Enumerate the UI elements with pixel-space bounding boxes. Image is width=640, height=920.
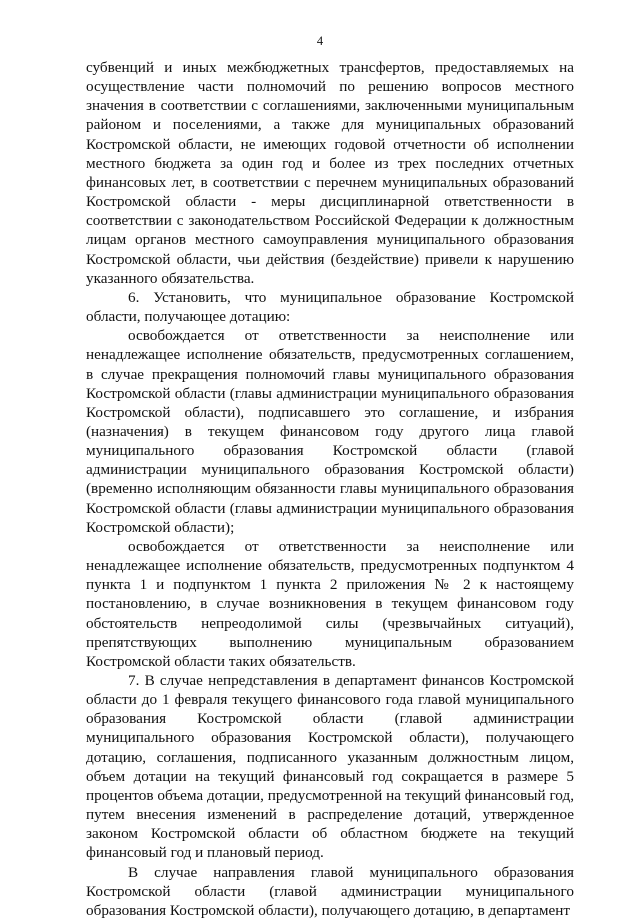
document-body bbox=[86, 58, 574, 920]
page-number: 4 bbox=[316, 34, 324, 48]
paragraph-exemption-2: освобождается от ответственности за неисполнение или ненадлежащее исполнение обязательств, предусмотренных подпунктом 4 пункта 1 и подпунктом 1 пункта 2 приложения № 2 к настоящему постановлению, в случае возникновения в текущем финансовом году обстоятельств непреодолимой силы (чрезвычайных ситуаций), препятствующих выполнению муниципальным образованием Костромской области таких обязательств. bbox=[86, 537, 574, 670]
paragraph-exemption-1: освобождается от ответственности за неисполнение или ненадлежащее исполнение обязательств, предусмотренных соглашением, в случае прекращения полномочий главы муниципального образования Костромской области (главы администрации муниципального образования Костромской области), подписавшего это соглашение, и избрания (назначения) в текущем финансовом году другого лица главой муниципального образования Костромской области (главой администрации муниципального образования Костромской области) (временно исполняющим обязанности главы муниципального образования Костромской области (главы администрации муниципального образования Костромской области); bbox=[86, 327, 574, 536]
paragraph-item-6: 6. Установить, что муниципальное образование Костромской области, получающее дотацию: bbox=[86, 288, 574, 326]
paragraph-continuation: субвенций и иных межбюджетных трансфертов, предоставляемых на осуществление части полномочий по решению вопросов местного значения в соответствии с соглашениями, заключенными муниципальным районом и поселениями, а также для муниципальных образований Костромской области, не имеющих годовой отчетности об исполнении местного бюджета за один год и более из трех последних отчетных финансовых лет, в соответствии с перечнем муниципальных образований Костромской области - меры дисциплинарной ответственности в соответствии с законодательством Российской Федерации к должностным лицам органов местного самоуправления муниципального образования Костромской области, чьи действия (бездействие) привели к нарушению указанного обязательства. bbox=[86, 59, 574, 287]
paragraph-item-7: 7. В случае непредставления в департамент финансов Костромской области до 1 февраля текущего финансового года главой муниципального образования Костромской области (главой администрации муниципального образования Костромской области), получающего дотацию, соглашения, подписанного указанным должностным лицом, объем дотации на текущий финансовый год сокращается в размере 5 процентов объема дотации, предусмотренной на текущий финансовый год, путем внесения изменений в распределение дотаций, утвержденное законом Костромской области об областном бюджете на текущий финансовый год и плановый период. bbox=[86, 672, 574, 862]
paragraph-item-7-continued: В случае направления главой муниципального образования Костромской области (главой администрации муниципального образования Костромской области), получающего дотацию, в департамент bbox=[86, 863, 574, 919]
